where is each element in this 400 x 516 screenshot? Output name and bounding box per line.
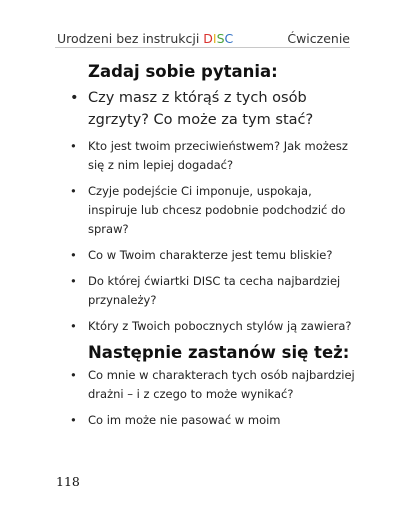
book-title-text: Urodzeni bez instrukcji	[57, 31, 204, 46]
list-item	[64, 411, 364, 430]
section-label: Ćwiczenie	[287, 31, 350, 46]
list-item-text: Czy masz z którąś z tych osób zgrzyty? Co może za tym stać?	[88, 90, 314, 128]
bullet-icon: •	[70, 248, 77, 262]
section-heading-reflection: Następnie zastanów się też:	[88, 343, 350, 362]
book-title	[57, 31, 233, 46]
disc-letter-c: C	[224, 31, 234, 46]
bullet-icon: •	[70, 413, 77, 427]
running-header	[57, 26, 350, 46]
list-item-text: Do której ćwiartki DISC ta cecha najbardziej przynależy?	[88, 274, 341, 307]
disc-letter-s: S	[216, 31, 225, 46]
disc-letter-d: D	[203, 31, 213, 46]
list-item	[64, 317, 364, 336]
bullet-icon: •	[70, 319, 77, 333]
list-item-text: Co mnie w charakterach tych osób najbardziej drażni – i z czego to może wynikać?	[88, 368, 355, 401]
section-heading-questions: Zadaj sobie pytania:	[88, 62, 278, 81]
list-item-text: Który z Twoich pobocznych stylów ją zawiera?	[88, 319, 352, 333]
bullet-icon: •	[70, 90, 79, 106]
list-item-text: Czyje podejście Ci imponuje, uspokaja, inspiruje lub chcesz podobnie podchodzić do spraw?	[88, 184, 346, 236]
page-number: 118	[56, 474, 80, 489]
list-item-text: Co im może nie pasować w moim	[88, 413, 281, 427]
header-divider	[55, 47, 350, 48]
bullet-icon: •	[70, 184, 77, 198]
page-content	[64, 62, 364, 437]
list-item	[64, 87, 364, 131]
list-item	[64, 246, 364, 265]
list-item	[64, 366, 364, 404]
bullet-icon: •	[70, 274, 77, 288]
bullet-icon: •	[70, 368, 77, 382]
question-list-large	[64, 87, 364, 131]
question-list	[64, 137, 364, 336]
list-item-text: Co w Twoim charakterze jest temu bliskie?	[88, 248, 333, 262]
reflection-list	[64, 366, 364, 430]
disc-letter-i: I	[212, 31, 217, 46]
list-item	[64, 137, 364, 175]
list-item	[64, 272, 364, 310]
bullet-icon: •	[70, 139, 77, 153]
list-item	[64, 182, 364, 239]
list-item-text: Kto jest twoim przeciwieństwem? Jak możesz się z nim lepiej dogadać?	[88, 139, 348, 172]
